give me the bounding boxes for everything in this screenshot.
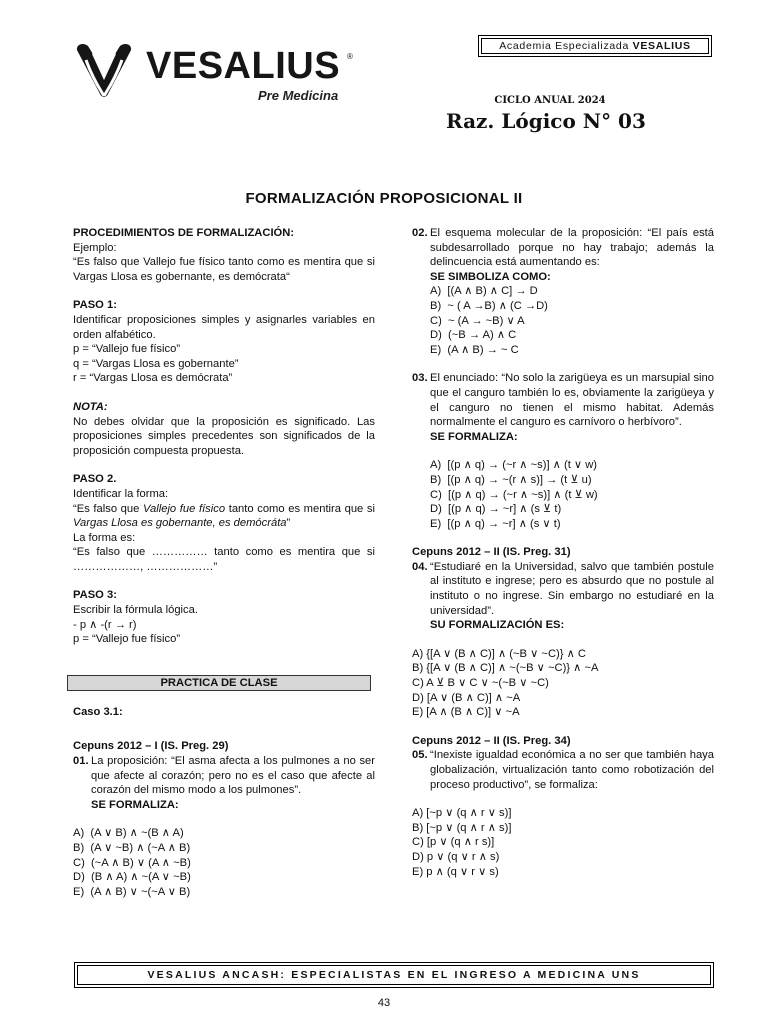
question-text: “Inexiste igualdad económica a no ser que también haya globalización, virtualización tanto como robotización del proceso productivo”, se formaliza:	[430, 749, 718, 791]
note-text: No debes olvidar que la proposición es significado. Las proposiciones simples precedentes son significados de la proposición compuesta propuesta.	[73, 415, 379, 457]
question-04	[412, 560, 718, 633]
page-number: 43	[377, 997, 391, 1009]
question-01	[73, 754, 379, 812]
option-b: B) (A ∨ ~B) ∧ (~A ∧ B)	[73, 842, 191, 854]
q5-source: Cepuns 2012 – II (IS. Preg. 34)	[412, 734, 571, 747]
question-text: La proposición: “El asma afecta a los pulmones a no ser que afecte al corazón; pero no es el caso que afecte al corazón del mismo modo a los pulmones”.	[91, 755, 379, 797]
question-subheading: SE FORMALIZA:	[91, 798, 179, 811]
practice-section-bar: PRACTICA DE CLASE	[67, 675, 371, 691]
form-label: La forma es:	[73, 531, 136, 544]
example-label: Ejemplo:	[73, 241, 117, 254]
step1-p: p = “Vallejo fue físico”	[73, 343, 181, 356]
course-title: Raz. Lógico N° 03	[446, 109, 646, 133]
option-d: D) (B ∧ A) ∧ ~(A ∨ ~B)	[73, 871, 191, 884]
q4-source: Cepuns 2012 – II (IS. Preg. 31)	[412, 546, 571, 559]
question-05	[412, 748, 718, 792]
question-03	[412, 371, 718, 531]
question-number: 02.	[412, 227, 428, 239]
right-column	[412, 226, 718, 879]
option-e: E) [A ∧ (B ∧ C)] ∨ ~A	[412, 706, 520, 719]
question-number: 04.	[412, 560, 428, 573]
option-d: D) [(p ∧ q) → ~r] ∧ (s ⊻ t)	[430, 503, 562, 516]
option-e: E) p ∧ (q ∨ r ∨ s)	[412, 865, 499, 878]
step1-text: Identificar proposiciones simples y asignarles variables en orden alfabético.	[73, 313, 379, 341]
registered-mark: ®	[347, 52, 353, 61]
option-d: D) [A ∨ (B ∧ C)] ∧ ~A	[412, 691, 521, 704]
option-b: B) [(p ∧ q) → ~(r ∧ s)] → (t ⊻ u)	[430, 473, 592, 486]
option-d: D) (~B → A) ∧ C	[430, 329, 517, 342]
option-a: A) (A ∨ B) ∧ ~(B ∧ A)	[73, 827, 184, 840]
form-text: “Es falso que …………… tanto como es mentira que si ………………, ………………”	[73, 546, 379, 573]
question-text: El enunciado: “No solo la zarigüeya es un marsupial sino que el canguro también lo es, obviamente la zarigüeya y el canguro no tienen el mismo habitat. Además normalmente el canguro es carnívoro o herbívoro”.	[430, 372, 718, 429]
academy-prefix: Academia Especializada	[499, 40, 633, 52]
option-a: A) [(p ∧ q) → (~r ∧ ~s)] ∧ (t ∨ w)	[430, 459, 598, 472]
step1-q: q = “Vargas Llosa es gobernante”	[73, 357, 239, 370]
question-subheading: SE FORMALIZA:	[430, 430, 518, 443]
option-e: E) (A ∧ B) → ~ C	[430, 343, 519, 356]
step2-text: Identificar la forma:	[73, 487, 169, 500]
option-c: C) [(p ∧ q) → (~r ∧ ~s)] ∧ (t ⊻ w)	[430, 488, 598, 501]
page-title: FORMALIZACIÓN PROPOSICIONAL II	[245, 190, 523, 207]
option-b: B) [~p ∨ (q ∧ r ∧ s)]	[412, 821, 512, 834]
option-d: D) p ∨ (q ∨ r ∧ s)	[412, 850, 500, 863]
question-number: 05.	[412, 749, 428, 762]
example-text: “Es falso que Vallejo fue físico tanto como es mentira que si Vargas Llosa es gobernante, es demócrata“	[73, 256, 379, 283]
cycle-label: CICLO ANUAL 2024	[494, 95, 606, 106]
step2-sentence-part: ”	[286, 517, 291, 530]
step3-p: p = “Vallejo fue físico”	[73, 633, 181, 646]
option-a: A) {[A ∨ (B ∧ C)] ∧ (~B ∨ ~C)} ∧ C	[412, 647, 586, 660]
case-label: Caso 3.1:	[73, 705, 123, 718]
option-b: B) ~ ( A →B) ∧ (C →D)	[430, 299, 548, 312]
step3-text: Escribir la fórmula lógica.	[73, 604, 198, 617]
option-b: B) {[A ∨ (B ∧ C)] ∧ ~(~B ∨ ~C)} ∧ ~A	[412, 662, 599, 675]
step1-r: r = “Vargas Llosa es demócrata”	[73, 372, 233, 385]
procedures-heading: PROCEDIMIENTOS DE FORMALIZACIÓN:	[73, 227, 295, 239]
step2-sentence-italic: Vargas Llosa es gobernante, es demócráta	[73, 517, 287, 530]
question-number: 01.	[73, 755, 89, 768]
question-02	[412, 226, 718, 357]
step2-sentence	[73, 502, 375, 531]
step2-sentence-italic: Vallejo fue físico	[142, 502, 226, 515]
question-subheading: SU FORMALIZACIÓN ES:	[430, 619, 565, 632]
academy-name: VESALIUS	[632, 40, 691, 52]
question-number: 03.	[412, 372, 428, 385]
option-c: C) (~A ∧ B) ∨ (A ∧ ~B)	[73, 856, 191, 869]
step3-formula: - p ∧ -(r → r)	[73, 618, 137, 631]
q1-source: Cepuns 2012 – I (IS. Preg. 29)	[73, 740, 229, 753]
option-e: E) (A ∧ B) ∨ ~(~A ∨ B)	[73, 885, 191, 898]
left-column	[73, 226, 379, 899]
option-c: C) A ⊻ B ∨ C ∨ ~(~B ∨ ~C)	[412, 677, 549, 690]
question-text: “Estudiaré en la Universidad, salvo que también postule al instituto e ingrese; pero es absurdo que no postule al instituto o no ingrese. Sin embargo no estudiaré en la universidad”.	[430, 560, 718, 617]
question-text: El esquema molecular de la proposición: “El país está subdesarrollado porque no hay trabajo; además la delincuencia está aumentando es:	[430, 227, 718, 269]
logo-subtitle: Pre Medicina	[258, 88, 339, 103]
option-e: E) [(p ∧ q) → ~r] ∧ (s ∨ t)	[430, 517, 561, 530]
step2-heading: PASO 2.	[73, 473, 117, 486]
option-a: A) [~p ∨ (q ∧ r ∨ s)]	[412, 807, 512, 820]
step1-heading: PASO 1:	[73, 299, 117, 312]
footer-banner	[74, 962, 714, 988]
option-a: A) [(A ∧ B) ∧ C] → D	[430, 285, 538, 298]
footer-banner-text: VESALIUS ANCASH: ESPECIALISTAS EN EL INGRESO A MEDICINA UNS	[147, 969, 641, 981]
step2-sentence-part: “Es falso que	[73, 502, 143, 515]
step2-sentence-part: tanto como es mentira que si	[225, 502, 375, 515]
vesalius-logo-icon	[72, 42, 136, 109]
logo-wordmark: VESALIUS	[146, 45, 341, 87]
question-subheading: SE SIMBOLIZA COMO:	[430, 270, 551, 283]
note-heading: NOTA:	[73, 400, 108, 413]
option-c: C) [p ∨ (q ∧ r s)]	[412, 836, 495, 849]
option-c: C) ~ (A → ~B) ∨ A	[430, 314, 525, 327]
step3-heading: PASO 3:	[73, 589, 117, 602]
academy-label-box	[478, 35, 712, 57]
